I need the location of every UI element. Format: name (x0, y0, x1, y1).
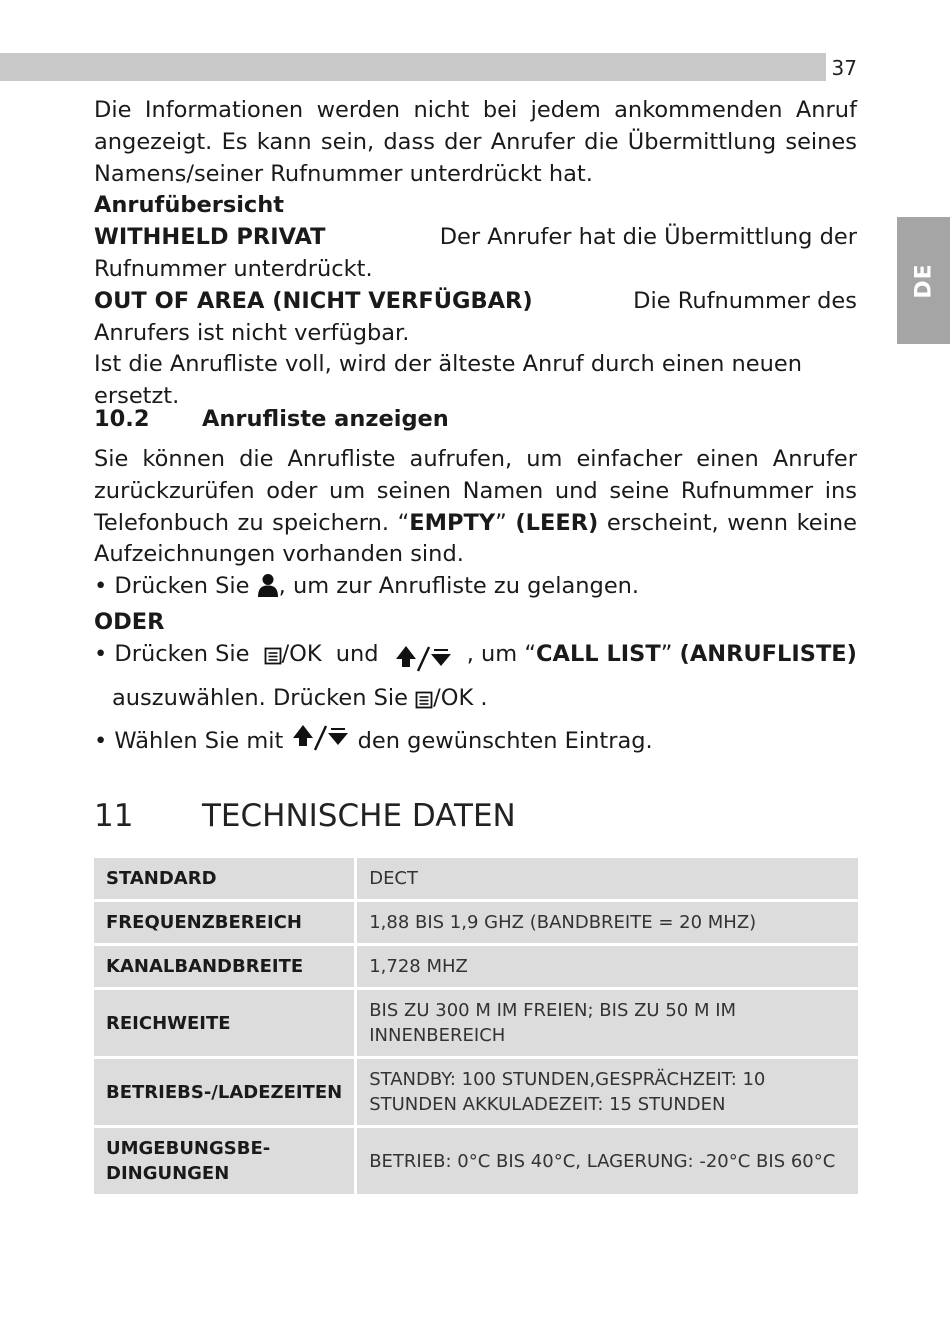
intro-line-2: angezeigt. Es kann sein, dass der Anrufer die Übermittlung seines (94, 128, 857, 155)
table-row (94, 1128, 858, 1194)
spec-key: KANALBANDBREITE (94, 946, 357, 987)
section-10-2-body (94, 444, 857, 762)
menu-ok-icon: /OK (264, 639, 322, 683)
outofarea-desc: Die Rufnummer des (633, 287, 857, 314)
bullet-1: • Drücken Sie , um zur Anrufliste zu gelangen. (94, 571, 857, 607)
table-row (94, 990, 858, 1056)
full-list-note: Ist die Anrufliste voll, wird der älteste Anruf durch einen neuen ersetzt. (94, 351, 802, 410)
section-10-2-heading (94, 406, 449, 432)
intro-line-3: Namens/seiner Rufnummer unterdrückt hat. (94, 160, 593, 187)
p1-line-3: Telefonbuch zu speichern. “EMPTY” (LEER) erscheint, wenn keine (94, 509, 857, 536)
header-bar (0, 53, 857, 81)
spec-key: BETRIEBS-/LADEZEITEN (94, 1059, 357, 1125)
spec-value: STANDBY: 100 STUNDEN,GESPRÄCHZEIT: 10 STUNDEN AKKULADEZEIT: 15 STUNDEN (357, 1059, 858, 1125)
language-tab-label: DE (911, 262, 936, 299)
spec-value: BETRIEB: 0°C BIS 40°C, LAGERUNG: -20°C BIS 60°C (357, 1128, 858, 1194)
p1-line-2: zurückzurüfen oder um seinen Namen und seine Rufnummer ins (94, 477, 857, 504)
spec-value: 1,728 MHZ (357, 946, 858, 987)
page-number: 37 (826, 53, 857, 81)
language-tab (897, 217, 950, 344)
person-icon (257, 573, 279, 607)
spec-key: REICHWEITE (94, 990, 357, 1056)
section-title: Anrufliste anzeigen (202, 406, 449, 432)
spec-key: FREQUENZBEREICH (94, 902, 357, 943)
table-row (94, 902, 858, 943)
bullet-2-line-2: auszuwählen. Drücken Sie /OK . (112, 684, 488, 711)
p1-line-1: Sie können die Anrufliste aufrufen, um einfacher einen Anrufer (94, 446, 857, 472)
section-number: 10.2 (94, 406, 150, 432)
spec-value: BIS ZU 300 M IM FREIEN; BIS ZU 50 M IM INNENBEREICH (357, 990, 858, 1056)
intro-line-1: Die Informationen werden nicht bei jedem ankommenden Anruf (94, 97, 857, 123)
spec-key: STANDARD (94, 858, 357, 899)
outofarea-desc-2: Anrufers ist nicht verfügbar. (94, 319, 410, 346)
spec-table (94, 855, 858, 1197)
withheld-desc: Der Anrufer hat die Übermittlung der (439, 224, 857, 251)
bullet-3: • Wählen Sie mit den gewünschten Eintrag. (94, 718, 857, 762)
withheld-desc-2: Rufnummer unterdrückt. (94, 255, 373, 282)
table-row (94, 1059, 858, 1125)
bullet-2-end: , um “CALL LIST” (ANRUFLISTE) (466, 640, 857, 667)
withheld-row (94, 222, 857, 254)
section-11-title: TECHNISCHE DATEN (202, 798, 516, 834)
section-11-heading (94, 798, 516, 834)
withheld-term: WITHHELD PRIVAT (94, 224, 326, 251)
section-11-number: 11 (94, 798, 134, 834)
oder-label: ODER (94, 608, 165, 635)
p1-line-4: Aufzeichnungen vorhanden sind. (94, 541, 464, 568)
spec-value: DECT (357, 858, 858, 899)
up-down-arrow-icon (393, 639, 453, 683)
table-row (94, 946, 858, 987)
up-down-arrow-icon (290, 718, 350, 762)
outofarea-term: OUT OF AREA (NICHT VERFÜGBAR) (94, 287, 533, 314)
spec-value: 1,88 BIS 1,9 GHZ (BANDBREITE = 20 MHZ) (357, 902, 858, 943)
overview-heading: Anrufübersicht (94, 192, 285, 219)
spec-key: UMGEBUNGSBE-DINGUNGEN (94, 1128, 357, 1194)
menu-ok-icon: /OK (415, 685, 473, 711)
bullet-2: • Drücken Sie /OK und , um “CALL LIST” (ANRUFLISTE) (94, 639, 857, 683)
outofarea-row (94, 286, 857, 318)
intro-block (94, 95, 857, 413)
table-row (94, 858, 858, 899)
